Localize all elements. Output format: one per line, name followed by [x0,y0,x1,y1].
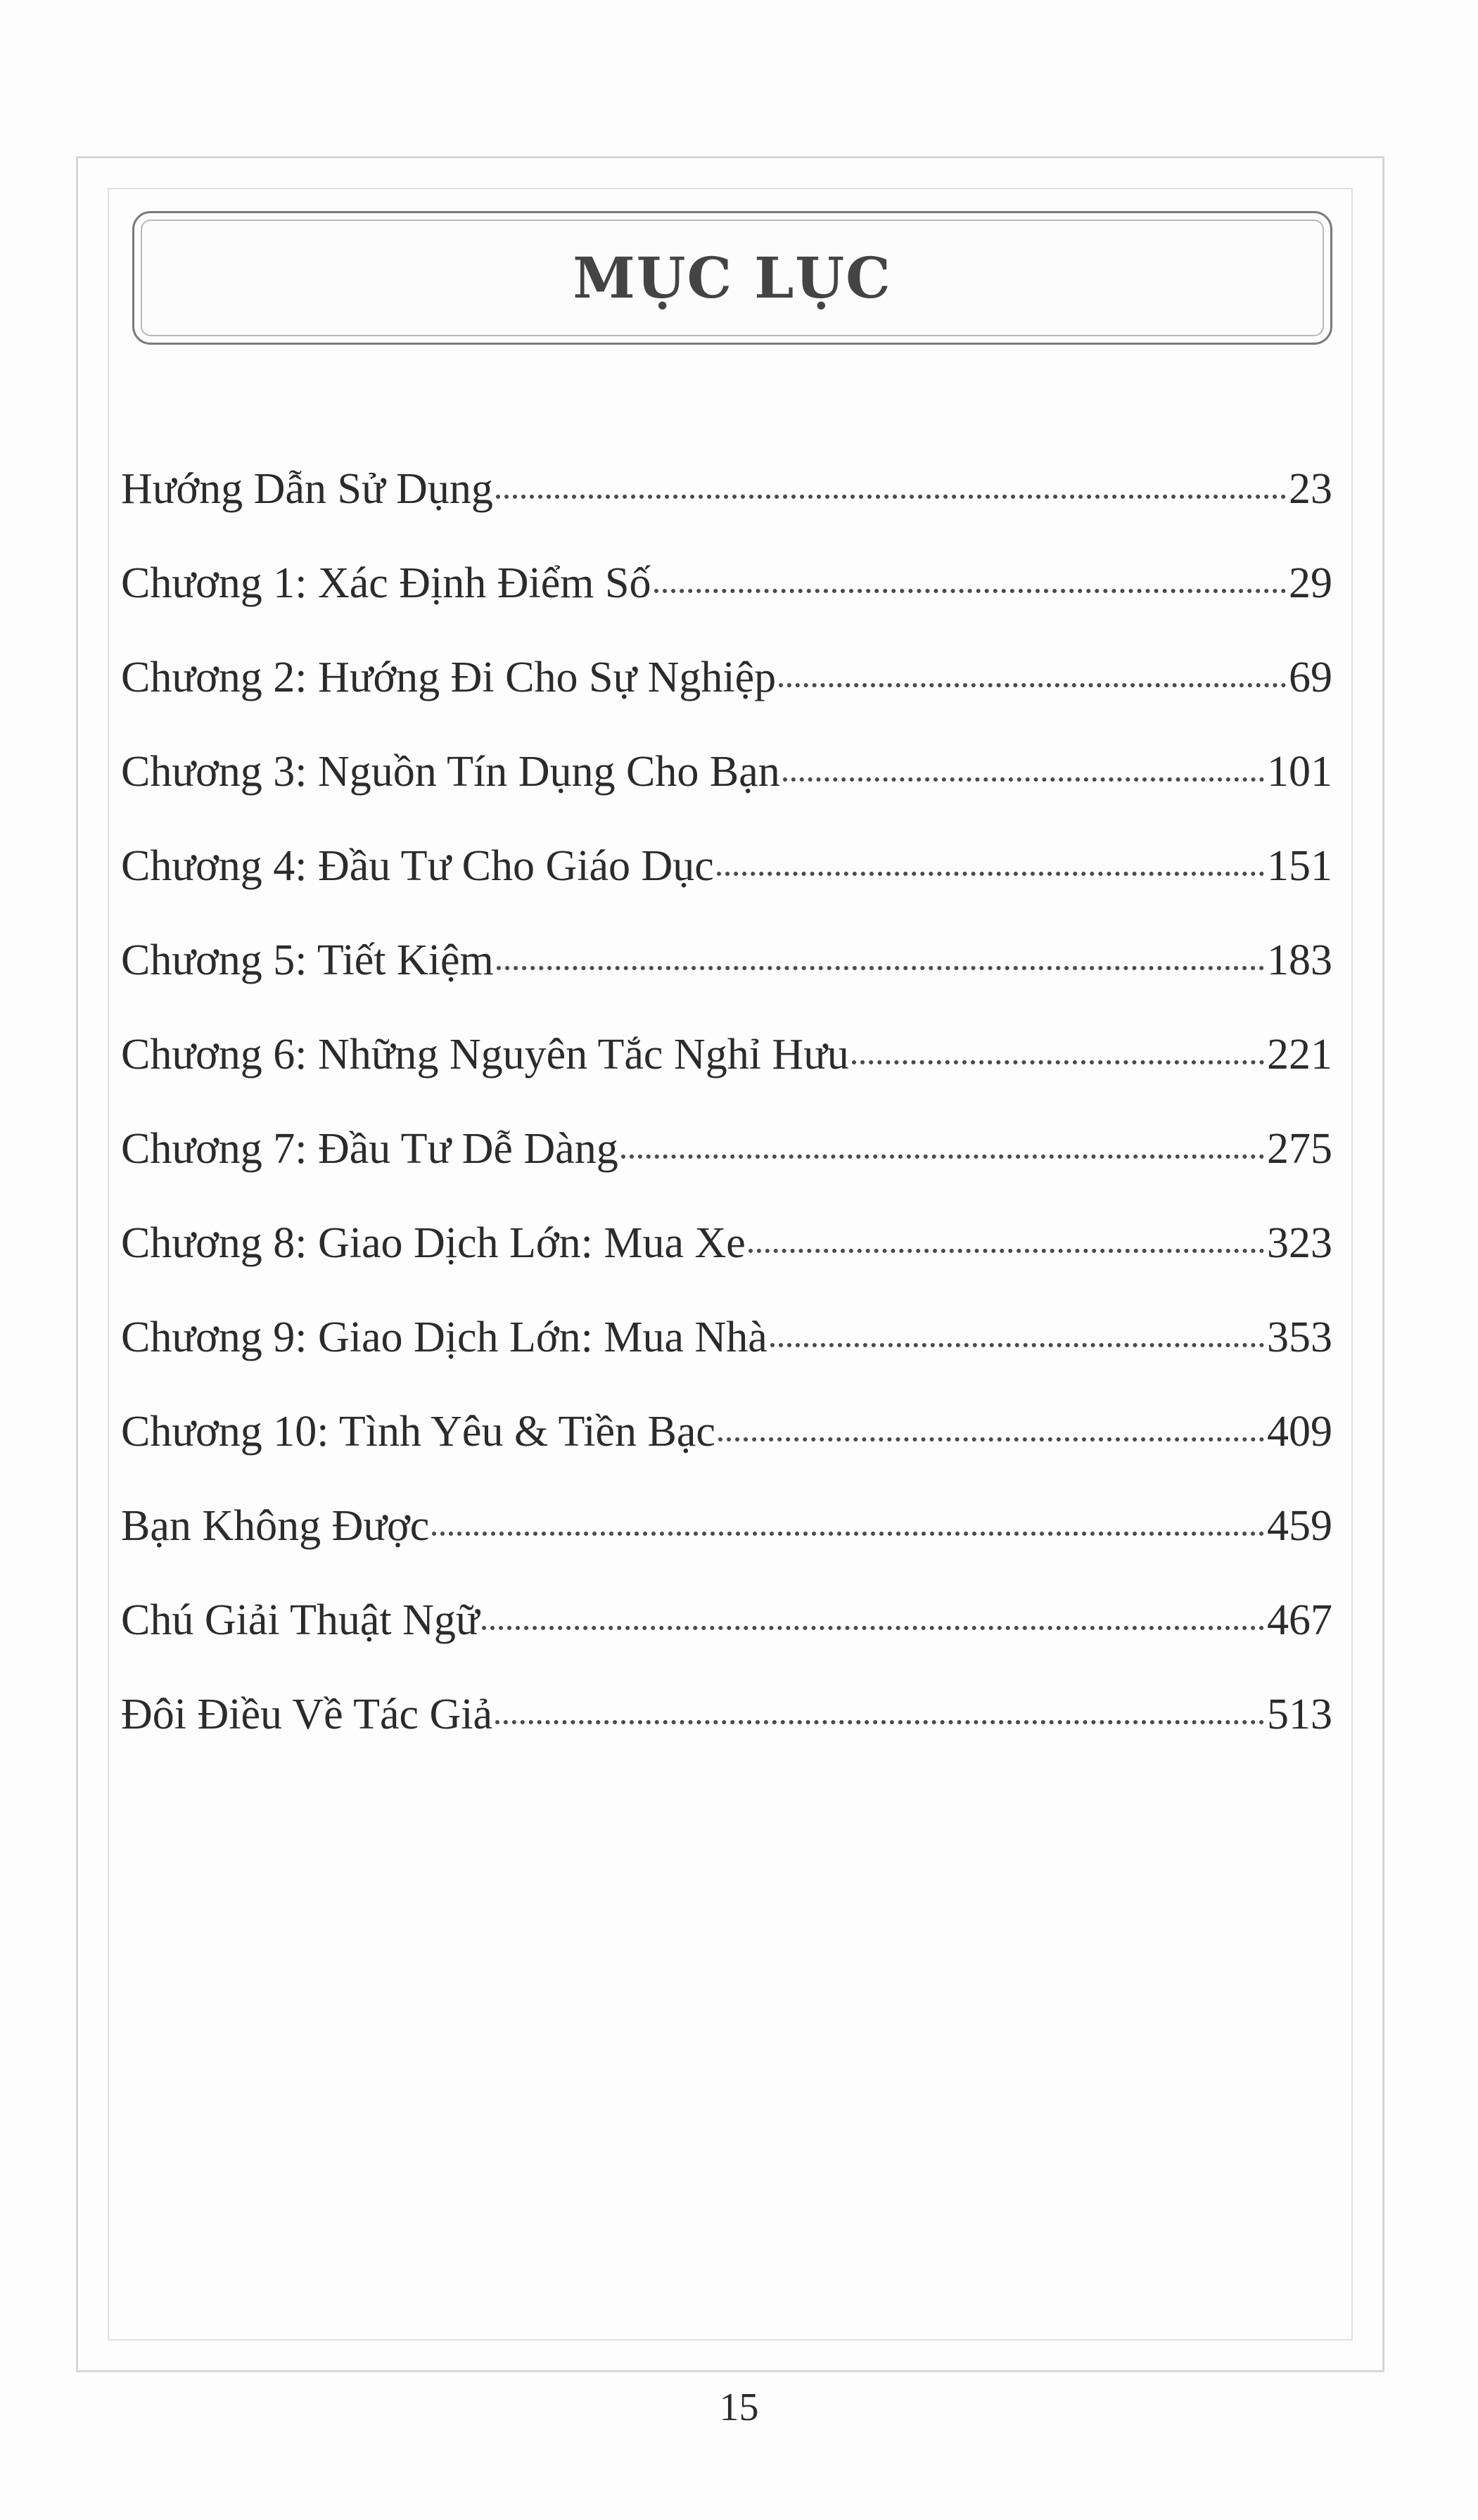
toc-entry-page: 323 [1267,1219,1332,1267]
toc-entry-page: 467 [1267,1596,1332,1644]
toc-entry-label: Chương 6: Những Nguyên Tắc Nghỉ Hưu [121,1031,849,1078]
toc-entry[interactable] [121,841,1332,936]
toc-entry-label: Bạn Không Được [121,1502,430,1550]
toc-leader-dots [852,1060,1264,1064]
toc-entry-page: 275 [1267,1125,1332,1173]
toc-leader-dots [621,1154,1264,1159]
toc-leader-dots [482,1626,1264,1630]
toc-entry-page: 353 [1267,1313,1332,1361]
toc-entry[interactable] [121,1030,1332,1124]
toc-leader-dots [748,1249,1264,1253]
toc-leader-dots [432,1532,1264,1536]
toc-entry-page: 69 [1289,654,1332,701]
page-number: 15 [719,2386,759,2429]
toc-leader-dots [783,777,1264,782]
toc-entry-page: 101 [1267,748,1332,796]
toc-entry[interactable] [121,559,1332,653]
toc-entry-label: Chương 3: Nguồn Tín Dụng Cho Bạn [121,748,780,796]
toc-entry-label: Chương 2: Hướng Đi Cho Sự Nghiệp [121,654,777,701]
page-title: MỤC LỤC [573,245,892,311]
toc-leader-dots [495,1720,1264,1724]
toc-entry-label: Chương 10: Tình Yêu & Tiền Bạc [121,1408,715,1456]
toc-entry[interactable] [121,747,1332,841]
toc-leader-dots [770,1343,1264,1347]
toc-entry-page: 29 [1289,559,1332,607]
toc-entry[interactable] [121,1596,1332,1690]
toc-entry[interactable] [121,936,1332,1030]
toc-entry[interactable] [121,1313,1332,1407]
toc-entry-label: Chương 9: Giao Dịch Lớn: Mua Nhà [121,1313,767,1361]
table-of-contents [121,464,1332,1784]
toc-entry[interactable] [121,464,1332,559]
toc-entry-label: Chương 7: Đầu Tư Dễ Dàng [121,1125,618,1173]
toc-entry-page: 151 [1267,842,1332,890]
toc-entry[interactable] [121,653,1332,747]
toc-entry-label: Chương 4: Đầu Tư Cho Giáo Dục [121,842,714,890]
toc-leader-dots [654,589,1286,593]
toc-leader-dots [496,495,1286,499]
toc-entry-page: 409 [1267,1408,1332,1456]
toc-entry-label: Chú Giải Thuật Ngữ [121,1596,480,1644]
toc-entry[interactable] [121,1690,1332,1784]
toc-entry[interactable] [121,1124,1332,1218]
toc-leader-dots [497,966,1264,970]
toc-entry[interactable] [121,1407,1332,1501]
toc-entry-page: 183 [1267,936,1332,984]
toc-leader-dots [779,683,1286,687]
toc-entry[interactable] [121,1501,1332,1596]
title-banner [132,211,1332,345]
toc-entry-page: 513 [1267,1691,1332,1738]
toc-leader-dots [717,872,1264,876]
toc-entry-label: Đôi Điều Về Tác Giả [121,1691,492,1738]
toc-entry-label: Hướng Dẫn Sử Dụng [121,465,493,513]
toc-leader-dots [718,1437,1264,1442]
toc-entry[interactable] [121,1218,1332,1313]
toc-entry-label: Chương 5: Tiết Kiệm [121,936,494,984]
toc-entry-page: 221 [1267,1031,1332,1078]
toc-entry-page: 459 [1267,1502,1332,1550]
toc-entry-label: Chương 1: Xác Định Điểm Số [121,559,651,607]
toc-entry-label: Chương 8: Giao Dịch Lớn: Mua Xe [121,1219,746,1267]
toc-entry-page: 23 [1289,465,1332,513]
